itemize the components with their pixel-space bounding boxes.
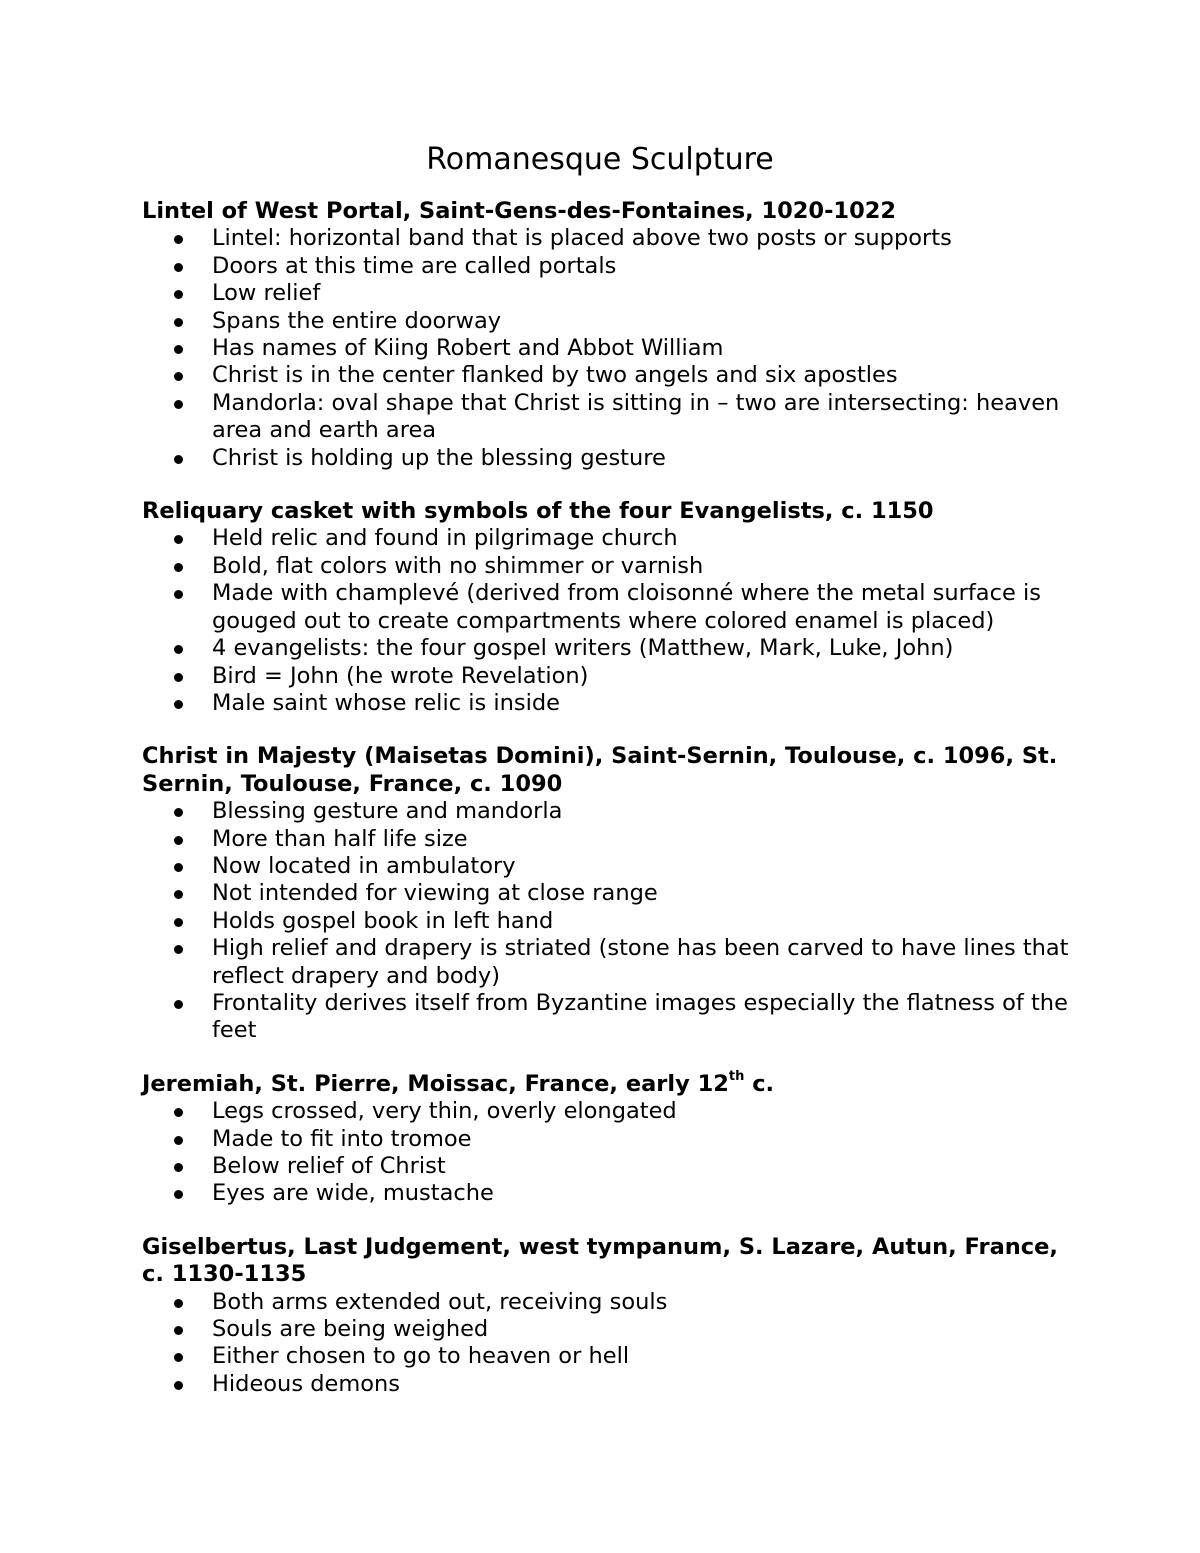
bullet-list <box>142 798 1072 1045</box>
list-item <box>142 1098 1072 1125</box>
list-item <box>142 1316 1072 1343</box>
list-item-text: Doors at this time are called portals <box>212 252 617 279</box>
bullet-icon <box>174 400 183 409</box>
list-item <box>142 1343 1072 1370</box>
bullet-icon <box>174 1108 183 1117</box>
bullet-icon <box>174 235 183 244</box>
list-item-text: Holds gospel book in left hand <box>212 907 554 934</box>
list-item-text: Below relief of Christ <box>212 1153 446 1179</box>
list-item <box>142 663 1072 690</box>
bullet-icon <box>174 318 183 327</box>
section-heading: Reliquary casket with symbols of the four Evangelists, c. 1150 <box>142 498 934 525</box>
list-item-text: Has names of Kiing Robert and Abbot William <box>212 335 724 362</box>
list-item-text: Souls are being weighed <box>212 1316 489 1343</box>
list-item-text: Made to fit into tromoe <box>212 1125 472 1152</box>
list-item <box>142 635 1072 662</box>
bullet-icon <box>174 1163 183 1172</box>
bullet-icon <box>174 455 183 464</box>
section-last-judgement <box>142 1234 1072 1398</box>
list-item <box>142 308 1072 335</box>
section-christ-in-majesty <box>142 743 1072 1044</box>
list-item-text: 4 evangelists: the four gospel writers (Matthew, Mark, Luke, John) <box>212 635 954 662</box>
section-heading-sup: th <box>728 1069 745 1085</box>
section-jeremiah <box>142 1071 1072 1208</box>
bullet-icon <box>174 563 183 572</box>
section-heading-tail: c. <box>744 1070 775 1097</box>
list-item <box>142 826 1072 853</box>
bullet-icon <box>174 673 183 682</box>
bullet-icon <box>174 263 183 272</box>
list-item <box>142 335 1072 362</box>
bullet-icon <box>174 645 183 654</box>
bullet-icon <box>174 808 183 817</box>
section-heading: Christ in Majesty (Maisetas Domini), Saint-Sernin, Toulouse, c. 1096, St. Sernin, Toulouse, France, c. 1090 <box>142 743 1058 797</box>
bullet-icon <box>174 1136 183 1145</box>
list-item-text: Hideous demons <box>212 1370 400 1397</box>
list-item-text: Blessing gesture and mandorla <box>212 798 563 825</box>
list-item-text: Christ is holding up the blessing gesture <box>212 444 666 471</box>
bullet-list <box>142 1098 1072 1208</box>
bullet-icon <box>174 700 183 709</box>
bullet-icon <box>174 372 183 381</box>
list-item <box>142 525 1072 552</box>
list-item-text: Not intended for viewing at close range <box>212 880 658 907</box>
list-item-text: Now located in ambulatory <box>212 852 516 879</box>
list-item <box>142 390 1072 445</box>
list-item <box>142 853 1072 880</box>
section-heading: Giselbertus, Last Judgement, west tympanum, S. Lazare, Autun, France, c. 1130-1135 <box>142 1233 1058 1288</box>
bullet-icon <box>174 1381 183 1390</box>
bullet-icon <box>174 1353 183 1362</box>
bullet-list <box>142 1289 1072 1399</box>
list-item <box>142 908 1072 935</box>
list-item-text: Held relic and found in pilgrimage church <box>212 525 678 552</box>
bullet-list <box>142 525 1072 717</box>
list-item-text: Made with champlevé (derived from cloisonné where the metal surface is gouged out to create compartments where colored enamel is placed) <box>212 580 1041 634</box>
list-item-text: Male saint whose relic is inside <box>212 689 560 716</box>
list-item <box>142 580 1072 635</box>
list-item-text: Spans the entire doorway <box>212 307 502 334</box>
section-lintel <box>142 198 1072 472</box>
bullet-icon <box>174 836 183 845</box>
list-item <box>142 445 1072 472</box>
list-item-text: Both arms extended out, receiving souls <box>212 1288 668 1315</box>
list-item-text: Christ is in the center flanked by two angels and six apostles <box>212 362 898 389</box>
bullet-icon <box>174 918 183 927</box>
list-item <box>142 880 1072 907</box>
list-item <box>142 1289 1072 1316</box>
section-heading <box>142 1071 1072 1098</box>
bullet-list <box>142 225 1072 472</box>
list-item <box>142 362 1072 389</box>
list-item-text: Eyes are wide, mustache <box>212 1180 494 1207</box>
bullet-icon <box>174 1326 183 1335</box>
list-item-text: Frontality derives itself from Byzantine images especially the flatness of the feet <box>212 989 1068 1044</box>
list-item <box>142 690 1072 717</box>
bullet-icon <box>174 863 183 872</box>
bullet-icon <box>174 890 183 899</box>
list-item <box>142 225 1072 252</box>
list-item <box>142 935 1072 990</box>
list-item-text: Low relief <box>212 280 321 307</box>
bullet-icon <box>174 1000 183 1009</box>
section-heading-text: Jeremiah, St. Pierre, Moissac, France, early 12 <box>142 1070 729 1097</box>
bullet-icon <box>174 535 183 544</box>
list-item <box>142 253 1072 280</box>
list-item <box>142 990 1072 1045</box>
bullet-icon <box>174 345 183 354</box>
bullet-icon <box>174 1190 183 1199</box>
list-item-text: More than half life size <box>212 825 468 852</box>
list-item-text: High relief and drapery is striated (stone has been carved to have lines that reflect drapery and body) <box>212 935 1069 989</box>
list-item-text: Lintel: horizontal band that is placed above two posts or supports <box>212 225 952 252</box>
section-heading: Lintel of West Portal, Saint-Gens-des-Fontaines, 1020-1022 <box>142 198 897 224</box>
bullet-icon <box>174 590 183 599</box>
document-page <box>142 140 1072 1424</box>
list-item-text: Bold, flat colors with no shimmer or varnish <box>212 552 704 579</box>
list-item-text: Legs crossed, very thin, overly elongated <box>212 1098 677 1125</box>
list-item <box>142 1371 1072 1398</box>
bullet-icon <box>174 290 183 299</box>
section-reliquary <box>142 498 1072 717</box>
list-item <box>142 798 1072 825</box>
list-item <box>142 553 1072 580</box>
bullet-icon <box>174 945 183 954</box>
list-item-text: Mandorla: oval shape that Christ is sitting in – two are intersecting: heaven area and earth area <box>212 389 1060 444</box>
page-title: Romanesque Sculpture <box>426 142 774 177</box>
bullet-icon <box>174 1299 183 1308</box>
list-item <box>142 1126 1072 1153</box>
list-item-text: Bird = John (he wrote Revelation) <box>212 662 589 689</box>
list-item <box>142 1153 1072 1180</box>
list-item <box>142 1180 1072 1207</box>
list-item <box>142 280 1072 307</box>
list-item-text: Either chosen to go to heaven or hell <box>212 1343 630 1370</box>
